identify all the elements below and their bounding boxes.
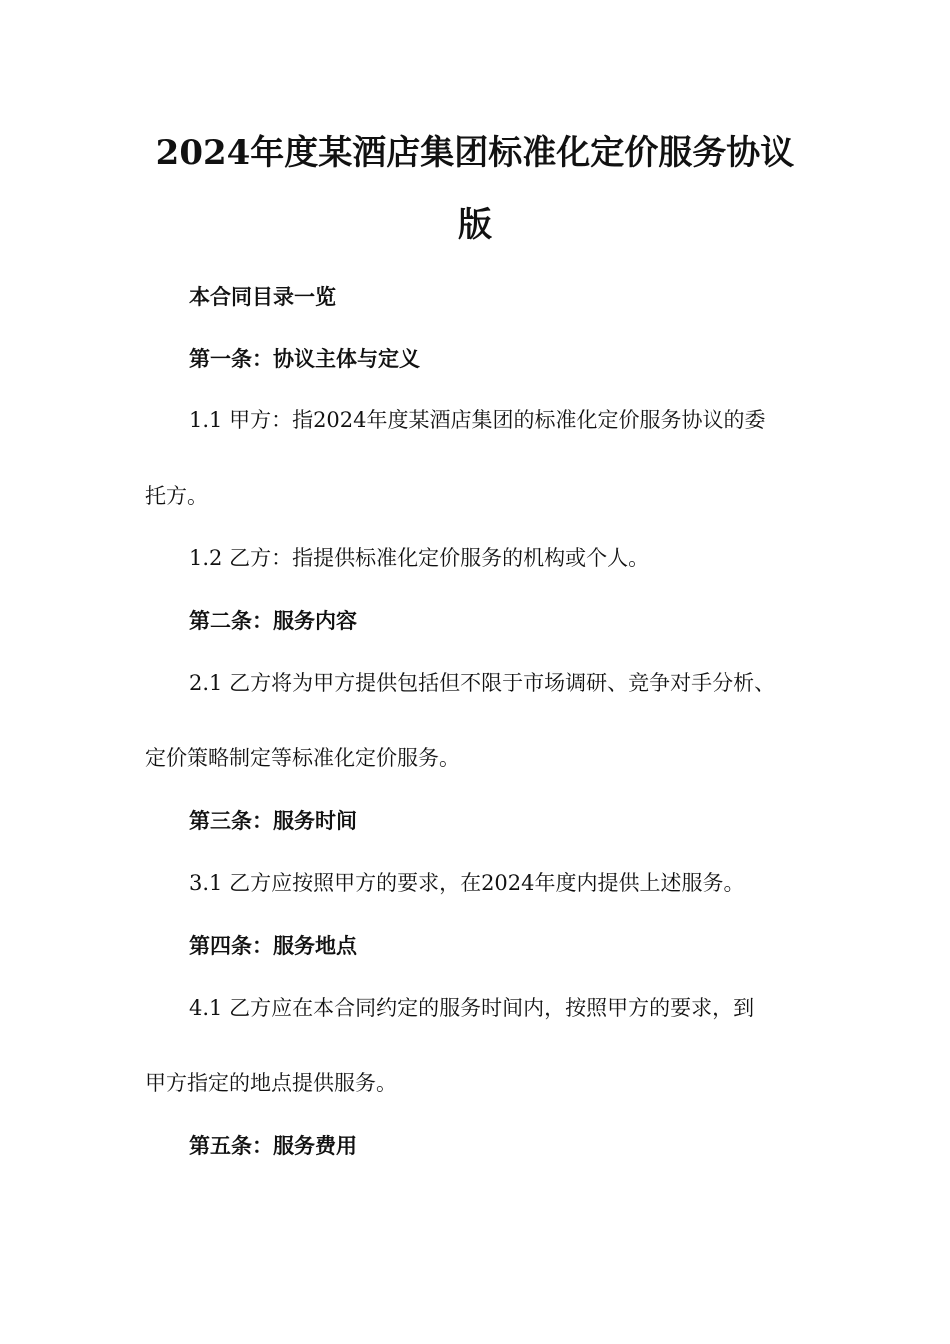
article-5-heading: 第五条：服务费用: [189, 1133, 357, 1158]
document-title-line-2: 版: [458, 205, 492, 245]
item-1-1-line-2: 托方。: [145, 484, 208, 508]
item-2-1-line-2: 定价策略制定等标准化定价服务。: [145, 746, 460, 770]
article-4-heading: 第四条：服务地点: [189, 933, 357, 958]
document-title-line-1: 2024年度某酒店集团标准化定价服务协议: [155, 133, 795, 173]
item-1-1-line-1: 1.1 甲方：指2024年度某酒店集团的标准化定价服务协议的委: [189, 408, 766, 432]
toc-heading: 本合同目录一览: [189, 284, 336, 309]
article-1-heading: 第一条：协议主体与定义: [189, 346, 420, 371]
item-2-1-line-1: 2.1 乙方将为甲方提供包括但不限于市场调研、竞争对手分析、: [189, 671, 776, 695]
article-2-heading: 第二条：服务内容: [189, 608, 357, 633]
item-1-2: 1.2 乙方：指提供标准化定价服务的机构或个人。: [189, 546, 650, 570]
article-3-heading: 第三条：服务时间: [189, 808, 357, 833]
item-4-1-line-2: 甲方指定的地点提供服务。: [145, 1071, 397, 1095]
item-4-1-line-1: 4.1 乙方应在本合同约定的服务时间内，按照甲方的要求，到: [189, 996, 755, 1020]
item-3-1: 3.1 乙方应按照甲方的要求，在2024年度内提供上述服务。: [189, 871, 745, 895]
